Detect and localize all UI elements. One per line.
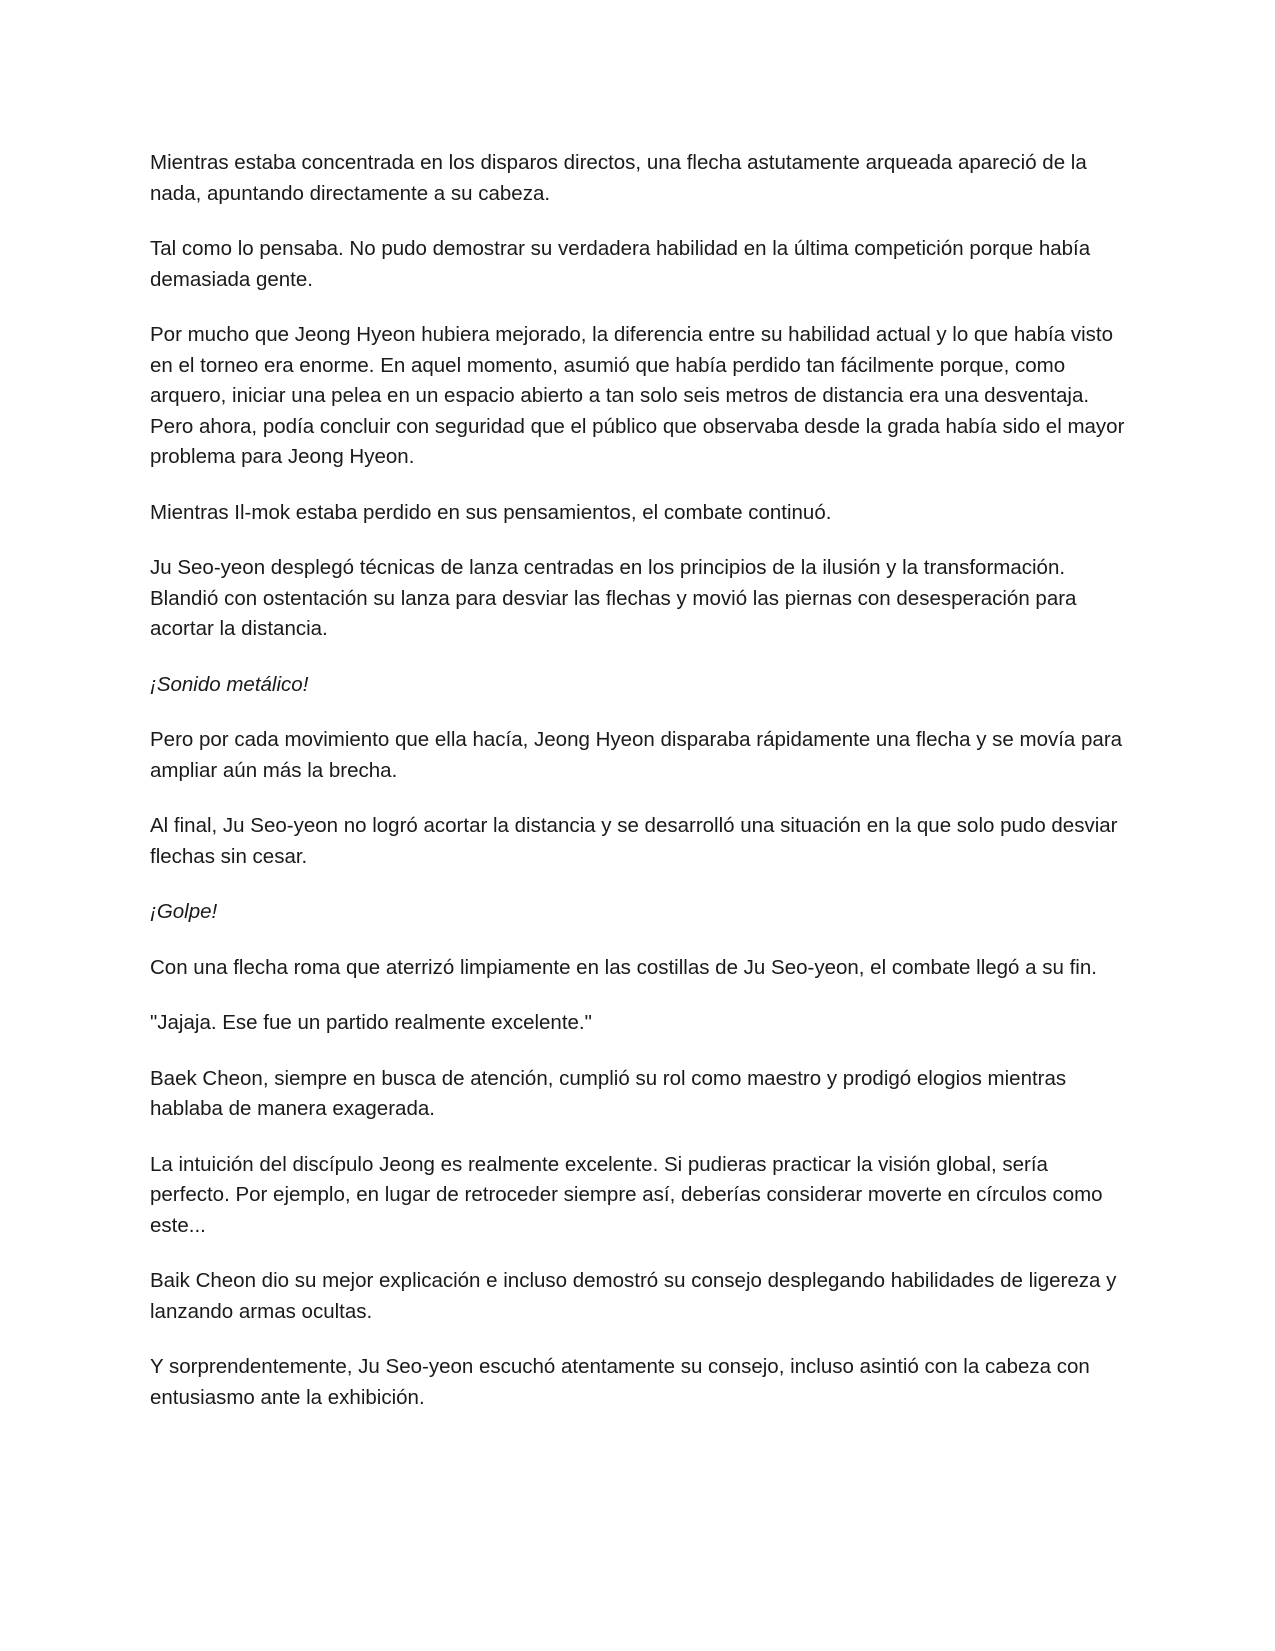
sound-effect-paragraph: ¡Sonido metálico! [150,672,309,696]
paragraph: Con una flecha roma que aterrizó limpiamente en las costillas de Ju Seo-yeon, el combate llegó a su fin. [150,955,1097,979]
paragraph: Mientras estaba concentrada en los disparos directos, una flecha astutamente arqueada apareció de la nada, apuntando directamente a su cabeza. [150,151,1087,205]
paragraph: Al final, Ju Seo-yeon no logró acortar la distancia y se desarrolló una situación en la que solo pudo desviar flechas sin cesar. [150,814,1118,868]
paragraph: Mientras Il-mok estaba perdido en sus pensamientos, el combate continuó. [150,500,832,524]
paragraph: Pero por cada movimiento que ella hacía, Jeong Hyeon disparaba rápidamente una flecha y se movía para ampliar aún más la brecha. [150,728,1123,782]
paragraph: Ju Seo-yeon desplegó técnicas de lanza centradas en los principios de la ilusión y la transformación. Blandió con ostentación su lanza para desviar las flechas y movió las piernas con desesperación para acortar la distancia. [150,556,1077,640]
sound-effect-paragraph: ¡Golpe! [150,900,218,923]
paragraph: La intuición del discípulo Jeong es realmente excelente. Si pudieras practicar la visión global, sería perfecto. Por ejemplo, en lugar de retroceder siempre así, deberías considerar moverte en círculos como este... [150,1152,1103,1237]
dialogue-paragraph: "Jajaja. Ese fue un partido realmente excelente." [150,1011,592,1034]
paragraph: Baek Cheon, siempre en busca de atención, cumplió su rol como maestro y prodigó elogios mientras hablaba de manera exagerada. [150,1066,1067,1120]
paragraph: Tal como lo pensaba. No pudo demostrar su verdadera habilidad en la última competición porque había demasiada gente. [150,237,1091,291]
document-page [150,148,1130,1438]
paragraph: Baik Cheon dio su mejor explicación e incluso demostró su consejo desplegando habilidades de ligereza y lanzando armas ocultas. [150,1269,1117,1323]
paragraph: Por mucho que Jeong Hyeon hubiera mejorado, la diferencia entre su habilidad actual y lo que había visto en el torneo era enorme. En aquel momento, asumió que había perdido tan fácilmente porque, como arquero, iniciar una pelea en un espacio abierto a tan solo seis metros de distancia era una desventaja. Pero ahora, podía concluir con seguridad que el público que observaba desde la grada había sido el mayor problema para Jeong Hyeon. [150,323,1125,468]
paragraph: Y sorprendentemente, Ju Seo-yeon escuchó atentamente su consejo, incluso asintió con la cabeza con entusiasmo ante la exhibición. [150,1355,1090,1409]
